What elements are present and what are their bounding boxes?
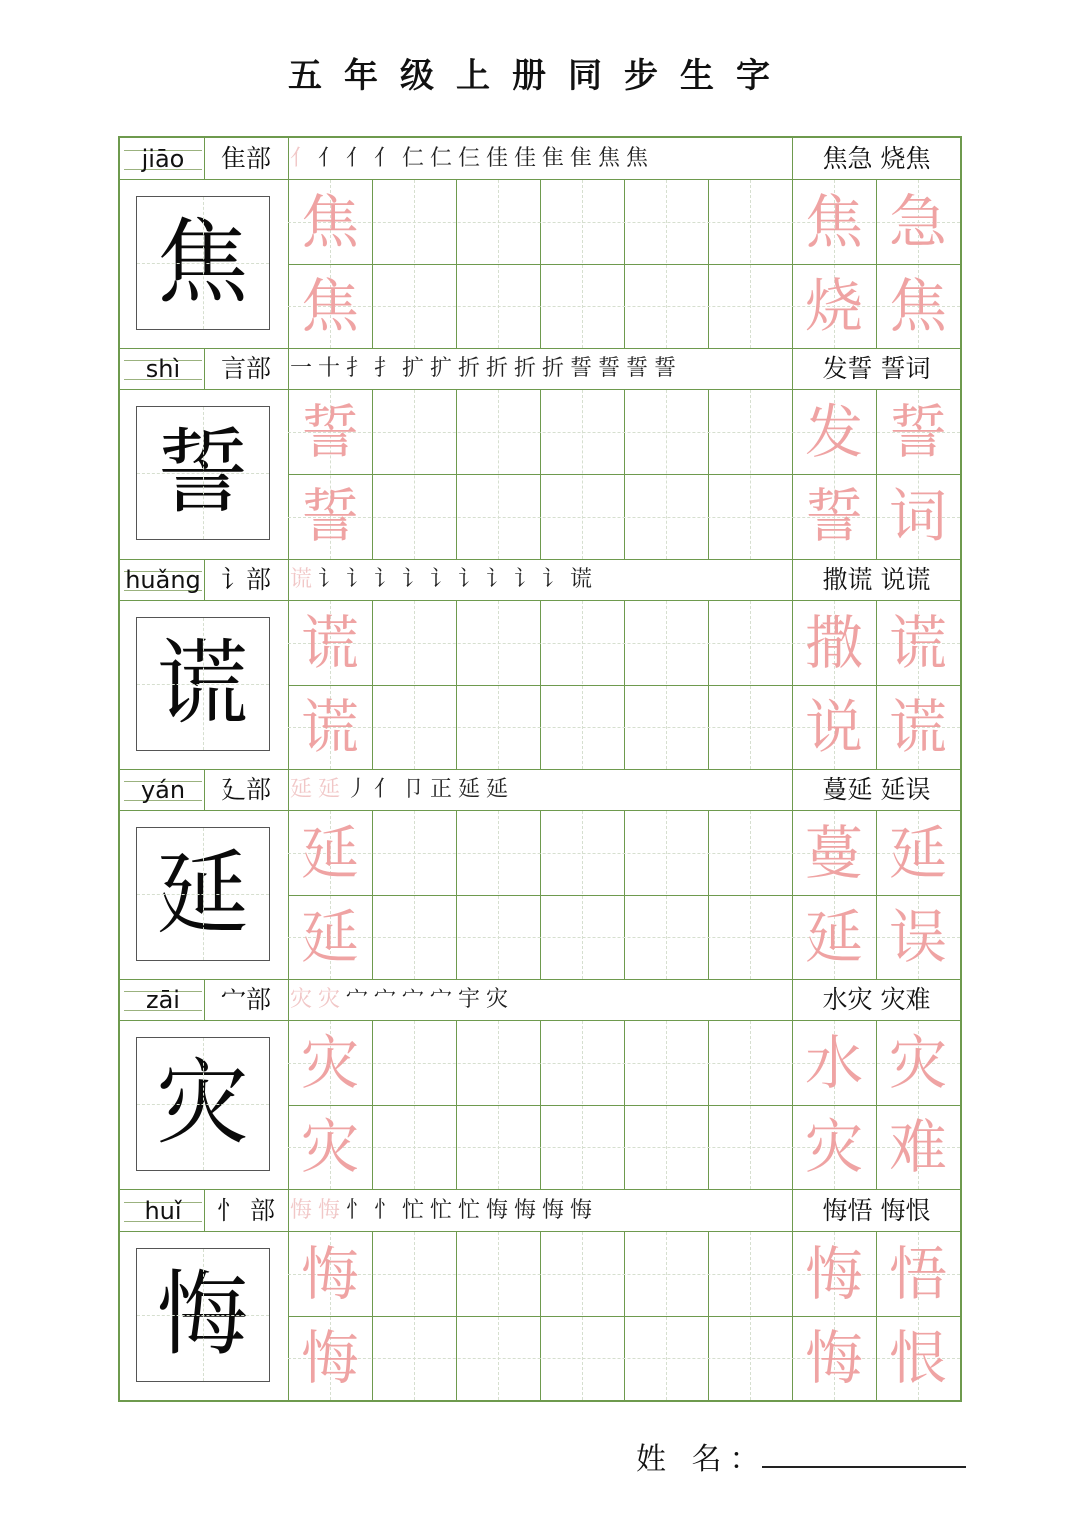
pinyin-label: zāi xyxy=(124,983,202,1017)
grid-guide xyxy=(666,1021,667,1189)
stroke-order xyxy=(290,1190,790,1232)
practice-grid[interactable] xyxy=(288,390,960,558)
grid-guide xyxy=(498,811,499,979)
model-char: 谎 xyxy=(156,629,249,737)
grid-line xyxy=(960,601,961,769)
trace-char: 悟 xyxy=(888,1239,947,1308)
grid-guide xyxy=(582,390,583,558)
box-guide xyxy=(137,1315,269,1316)
divider xyxy=(288,1190,289,1231)
trace-char: 延 xyxy=(804,903,863,972)
divider xyxy=(204,138,205,179)
trace-char: 谎 xyxy=(300,692,359,761)
pinyin-label: huǎng xyxy=(124,563,202,597)
grid-guide xyxy=(414,601,415,769)
stroke-order-faint: 谎 xyxy=(290,566,319,592)
radical-label: 讠部 xyxy=(220,564,271,594)
radical-label: 宀部 xyxy=(220,985,271,1015)
trace-char: 焦 xyxy=(888,272,947,341)
grid-guide xyxy=(498,390,499,558)
grid-guide xyxy=(750,1232,751,1400)
model-char: 焦 xyxy=(156,209,249,316)
trace-char: 灾 xyxy=(300,1029,359,1098)
grid-guide xyxy=(582,1021,583,1189)
block-header xyxy=(120,1190,960,1232)
stroke-order xyxy=(290,348,790,390)
trace-char: 撒 xyxy=(804,608,863,677)
radical-label: 忄 部 xyxy=(217,1195,275,1225)
character-block xyxy=(120,138,960,349)
word-examples: 撒谎 说谎 xyxy=(822,564,931,594)
block-header xyxy=(120,138,960,180)
divider xyxy=(204,1190,205,1231)
divider xyxy=(288,348,289,389)
stroke-order-faint: 延延 xyxy=(290,776,347,802)
trace-char: 词 xyxy=(888,482,947,551)
word-examples: 水灾 灾难 xyxy=(822,985,931,1015)
stroke-order xyxy=(290,138,790,180)
character-block xyxy=(120,769,960,980)
trace-char: 悔 xyxy=(300,1323,359,1392)
block-header xyxy=(120,769,960,811)
grid-guide xyxy=(750,601,751,769)
model-char: 延 xyxy=(156,839,249,947)
trace-char: 水 xyxy=(804,1029,863,1098)
trace-char: 灾 xyxy=(804,1113,863,1182)
trace-char: 延 xyxy=(300,903,359,972)
stroke-order xyxy=(290,559,790,601)
grid-guide xyxy=(666,390,667,558)
divider xyxy=(204,348,205,389)
trace-char: 误 xyxy=(888,903,947,972)
trace-char: 难 xyxy=(888,1113,947,1182)
stroke-order xyxy=(290,979,790,1021)
model-char: 灾 xyxy=(156,1050,249,1158)
grid-guide xyxy=(582,601,583,769)
trace-char: 谎 xyxy=(888,608,947,677)
grid-line xyxy=(960,811,961,979)
stroke-order-faint: 亻 xyxy=(290,146,319,171)
stroke-order-steps: 亻亻亻仁仁仨佳佳隹隹焦焦 xyxy=(318,146,655,171)
stroke-order-faint: 悔悔 xyxy=(290,1197,347,1223)
trace-char: 说 xyxy=(804,692,863,761)
grid-guide xyxy=(666,811,667,979)
name-input-line[interactable] xyxy=(762,1466,966,1468)
trace-char: 恨 xyxy=(888,1323,947,1392)
stroke-order-faint: 灾灾 xyxy=(290,987,347,1013)
trace-char: 蔓 xyxy=(804,818,863,887)
box-guide xyxy=(137,684,269,685)
grid-guide xyxy=(414,1021,415,1189)
trace-char: 悔 xyxy=(804,1323,863,1392)
grid-guide xyxy=(498,1232,499,1400)
grid-guide xyxy=(750,390,751,558)
box-guide xyxy=(137,263,269,264)
model-char-box xyxy=(136,406,270,540)
trace-char: 发 xyxy=(804,398,863,467)
grid-guide xyxy=(414,180,415,348)
character-block xyxy=(120,1190,960,1401)
radical-label: 言部 xyxy=(220,354,271,384)
model-char-box xyxy=(136,196,270,330)
pinyin-label: huǐ xyxy=(124,1194,202,1228)
model-char-box xyxy=(136,1037,270,1171)
grid-guide xyxy=(666,180,667,348)
trace-char: 灾 xyxy=(888,1029,947,1098)
stroke-order-steps: 宀宀宀宀宇灾 xyxy=(346,987,515,1013)
radical-label: 廴部 xyxy=(220,774,271,804)
stroke-order xyxy=(290,769,790,811)
practice-grid[interactable] xyxy=(288,1232,960,1400)
pinyin-label: jiāo xyxy=(124,142,202,176)
trace-char: 急 xyxy=(888,188,947,256)
word-examples: 焦急 烧焦 xyxy=(822,144,931,173)
trace-char: 焦 xyxy=(300,272,359,341)
trace-char: 烧 xyxy=(804,272,863,341)
trace-char: 悔 xyxy=(300,1239,359,1308)
stroke-order-steps: 忄忄忙忙忙悔悔悔悔 xyxy=(346,1197,599,1223)
grid-guide xyxy=(498,1021,499,1189)
block-header xyxy=(120,348,960,390)
stroke-order-steps: 讠讠讠讠讠讠讠讠讠谎 xyxy=(318,566,599,592)
model-char-box xyxy=(136,827,270,961)
trace-char: 灾 xyxy=(300,1113,359,1182)
name-label: 姓 名： xyxy=(636,1442,768,1477)
box-guide xyxy=(137,894,269,895)
stroke-order-steps: 一十扌扌扩扩折折折折誓誓誓誓 xyxy=(290,356,683,382)
trace-char: 誓 xyxy=(888,398,947,467)
grid-line xyxy=(960,390,961,558)
character-block xyxy=(120,348,960,559)
grid-guide xyxy=(414,390,415,558)
grid-guide xyxy=(750,1021,751,1189)
practice-grid[interactable] xyxy=(288,1021,960,1189)
trace-char: 焦 xyxy=(300,188,359,256)
radical-label: 隹部 xyxy=(220,144,271,173)
grid-guide xyxy=(582,1232,583,1400)
stroke-order-steps: 丿亻卩正延延 xyxy=(346,776,515,802)
page-title: 五年级上册同步生字 xyxy=(288,56,792,96)
grid-guide xyxy=(750,180,751,348)
divider xyxy=(288,138,289,179)
grid-line xyxy=(960,1232,961,1400)
model-char: 誓 xyxy=(156,419,249,527)
divider xyxy=(204,769,205,810)
box-guide xyxy=(137,473,269,474)
divider xyxy=(204,979,205,1020)
model-char: 悔 xyxy=(156,1260,249,1368)
word-examples: 蔓延 延误 xyxy=(822,774,931,804)
grid-guide xyxy=(750,811,751,979)
trace-char: 誓 xyxy=(804,482,863,551)
practice-sheet xyxy=(118,136,962,1402)
practice-grid[interactable] xyxy=(288,811,960,979)
grid-guide xyxy=(414,1232,415,1400)
trace-char: 焦 xyxy=(804,188,863,256)
trace-char: 誓 xyxy=(300,398,359,467)
trace-char: 悔 xyxy=(804,1239,863,1308)
model-char-box xyxy=(136,617,270,751)
block-header xyxy=(120,559,960,601)
character-block xyxy=(120,559,960,770)
divider xyxy=(288,979,289,1020)
grid-guide xyxy=(666,601,667,769)
trace-char: 谎 xyxy=(300,608,359,677)
trace-char: 延 xyxy=(300,818,359,887)
trace-char: 延 xyxy=(888,818,947,887)
grid-guide xyxy=(582,811,583,979)
pinyin-label: shì xyxy=(124,352,202,386)
box-guide xyxy=(137,1104,269,1105)
practice-grid[interactable] xyxy=(288,180,960,348)
divider xyxy=(288,769,289,810)
model-char-box xyxy=(136,1248,270,1382)
divider xyxy=(204,559,205,600)
grid-guide xyxy=(414,811,415,979)
grid-guide xyxy=(582,180,583,348)
grid-guide xyxy=(498,601,499,769)
trace-char: 誓 xyxy=(300,482,359,551)
word-examples: 发誓 誓词 xyxy=(822,354,931,384)
grid-line xyxy=(960,180,961,348)
divider xyxy=(288,559,289,600)
character-block xyxy=(120,979,960,1190)
grid-guide xyxy=(498,180,499,348)
grid-guide xyxy=(666,1232,667,1400)
practice-grid[interactable] xyxy=(288,601,960,769)
block-header xyxy=(120,979,960,1021)
trace-char: 谎 xyxy=(888,692,947,761)
grid-line xyxy=(960,1021,961,1189)
pinyin-label: yán xyxy=(124,773,202,807)
word-examples: 悔悟 悔恨 xyxy=(822,1195,931,1225)
